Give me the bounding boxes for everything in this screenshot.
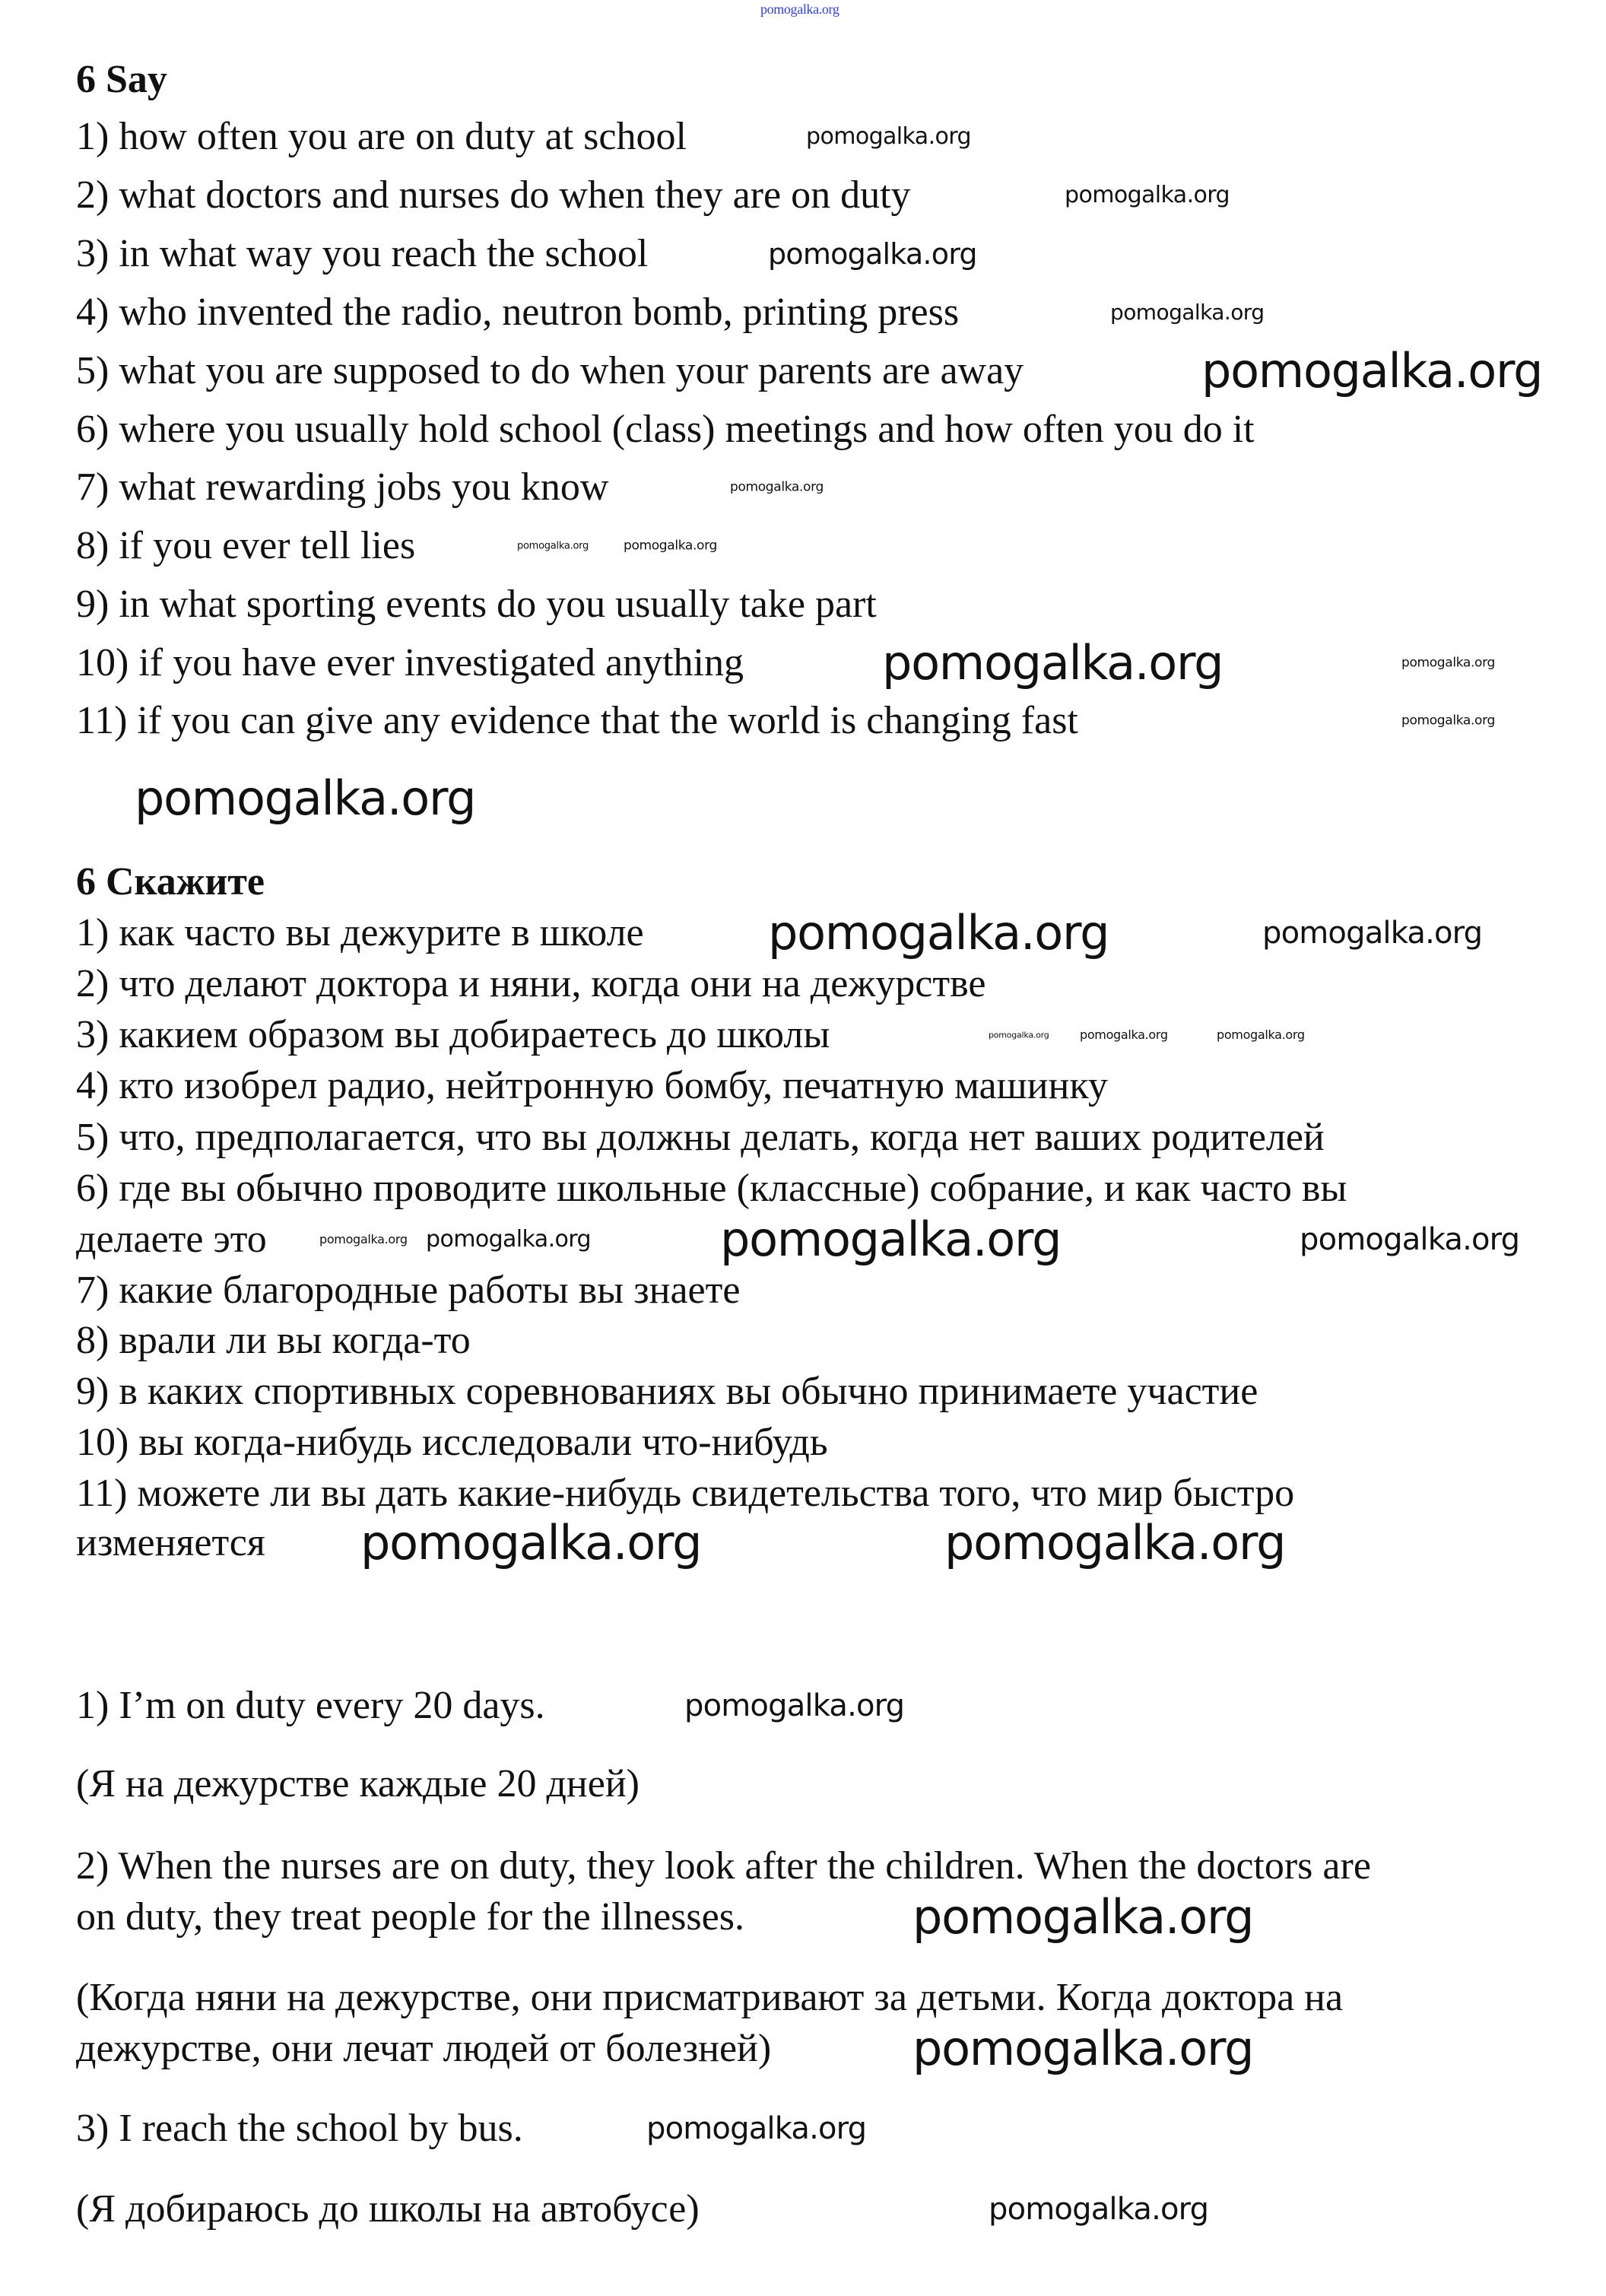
- russian-line: 10) вы когда-нибудь исследовали что-нибудь: [76, 1421, 828, 1464]
- watermark: pomogalka.org: [426, 1226, 591, 1253]
- watermark: pomogalka.org: [1300, 1222, 1520, 1257]
- russian-line: 7) какие благородные работы вы знаете: [76, 1269, 741, 1312]
- russian-line: делаете это: [76, 1218, 267, 1261]
- watermark: pomogalka.org: [882, 635, 1224, 691]
- watermark: pomogalka.org: [646, 2111, 867, 2146]
- answer-line: (Когда няни на дежурстве, они присматривают за детьми. Когда доктора на: [76, 1976, 1344, 2019]
- russian-line: 5) что, предполагается, что вы должны делать, когда нет ваших родителей: [76, 1116, 1325, 1159]
- answer-line: (Я на дежурстве каждые 20 дней): [76, 1762, 640, 1805]
- watermark: pomogalka.org: [989, 1030, 1049, 1040]
- english-item: 4) who invented the radio, neutron bomb, printing press: [76, 291, 960, 334]
- watermark: pomogalka.org: [944, 1515, 1286, 1570]
- watermark: pomogalka.org: [1401, 713, 1495, 729]
- watermark: pomogalka.org: [730, 479, 824, 495]
- english-item: 10) if you have ever investigated anything: [76, 641, 744, 684]
- watermark: pomogalka.org: [135, 770, 476, 826]
- english-item: 8) if you ever tell lies: [76, 524, 416, 567]
- russian-line: изменяется: [76, 1521, 265, 1564]
- russian-line: 2) что делают доктора и няни, когда они на дежурстве: [76, 962, 986, 1005]
- answer-line: (Я добираюсь до школы на автобусе): [76, 2187, 700, 2231]
- watermark: pomogalka.org: [806, 123, 971, 150]
- answer-line: дежурстве, они лечат людей от болезней): [76, 2027, 772, 2070]
- watermark: pomogalka.org: [1262, 916, 1483, 951]
- english-item: 9) in what sporting events do you usually take part: [76, 583, 877, 626]
- watermark: pomogalka.org: [319, 1232, 408, 1246]
- watermark: pomogalka.org: [360, 1515, 702, 1570]
- english-item: 6) where you usually hold school (class) meetings and how often you do it: [76, 408, 1255, 451]
- russian-title: 6 Скажите: [76, 860, 265, 903]
- english-item: 2) what doctors and nurses do when they are on duty: [76, 173, 911, 217]
- russian-line: 11) можете ли вы дать какие-нибудь свидетельства того, что мир быстро: [76, 1472, 1295, 1515]
- russian-line: 1) как часто вы дежурите в школе: [76, 911, 644, 954]
- watermark: pomogalka.org: [912, 2021, 1254, 2076]
- watermark: pomogalka.org: [989, 2192, 1209, 2227]
- russian-line: 6) где вы обычно проводите школьные (классные) собрание, и как часто вы: [76, 1167, 1347, 1210]
- watermark: pomogalka.org: [912, 1889, 1254, 1945]
- english-item: 7) what rewarding jobs you know: [76, 465, 609, 509]
- answer-line: 1) I’m on duty every 20 days.: [76, 1684, 545, 1727]
- watermark: pomogalka.org: [684, 1688, 905, 1723]
- answer-line: on duty, they treat people for the illnesses.: [76, 1895, 744, 1939]
- watermark: pomogalka.org: [1110, 300, 1265, 325]
- header-watermark: pomogalka.org: [760, 2, 840, 17]
- russian-line: 9) в каких спортивных соревнованиях вы обычно принимаете участие: [76, 1370, 1258, 1413]
- watermark: pomogalka.org: [1201, 343, 1543, 399]
- watermark: pomogalka.org: [1080, 1027, 1168, 1042]
- english-title: 6 Say: [76, 58, 167, 101]
- english-item: 1) how often you are on duty at school: [76, 115, 687, 158]
- english-item: 11) if you can give any evidence that the world is changing fast: [76, 699, 1078, 742]
- russian-line: 8) врали ли вы когда-то: [76, 1319, 471, 1362]
- russian-line: 3) какием образом вы добираетесь до школы: [76, 1013, 830, 1056]
- watermark: pomogalka.org: [768, 905, 1109, 961]
- watermark: pomogalka.org: [720, 1212, 1062, 1267]
- watermark: pomogalka.org: [1065, 182, 1230, 208]
- russian-line: 4) кто изобрел радио, нейтронную бомбу, печатную машинку: [76, 1064, 1108, 1107]
- answer-line: 3) I reach the school by bus.: [76, 2107, 523, 2150]
- watermark: pomogalka.org: [1401, 655, 1495, 671]
- english-item: 5) what you are supposed to do when your parents are away: [76, 349, 1024, 392]
- watermark: pomogalka.org: [1217, 1027, 1305, 1042]
- answer-line: 2) When the nurses are on duty, they look after the children. When the doctors are: [76, 1844, 1371, 1888]
- watermark: pomogalka.org: [624, 538, 717, 554]
- english-item: 3) in what way you reach the school: [76, 232, 649, 275]
- watermark: pomogalka.org: [768, 237, 977, 271]
- watermark: pomogalka.org: [517, 540, 589, 552]
